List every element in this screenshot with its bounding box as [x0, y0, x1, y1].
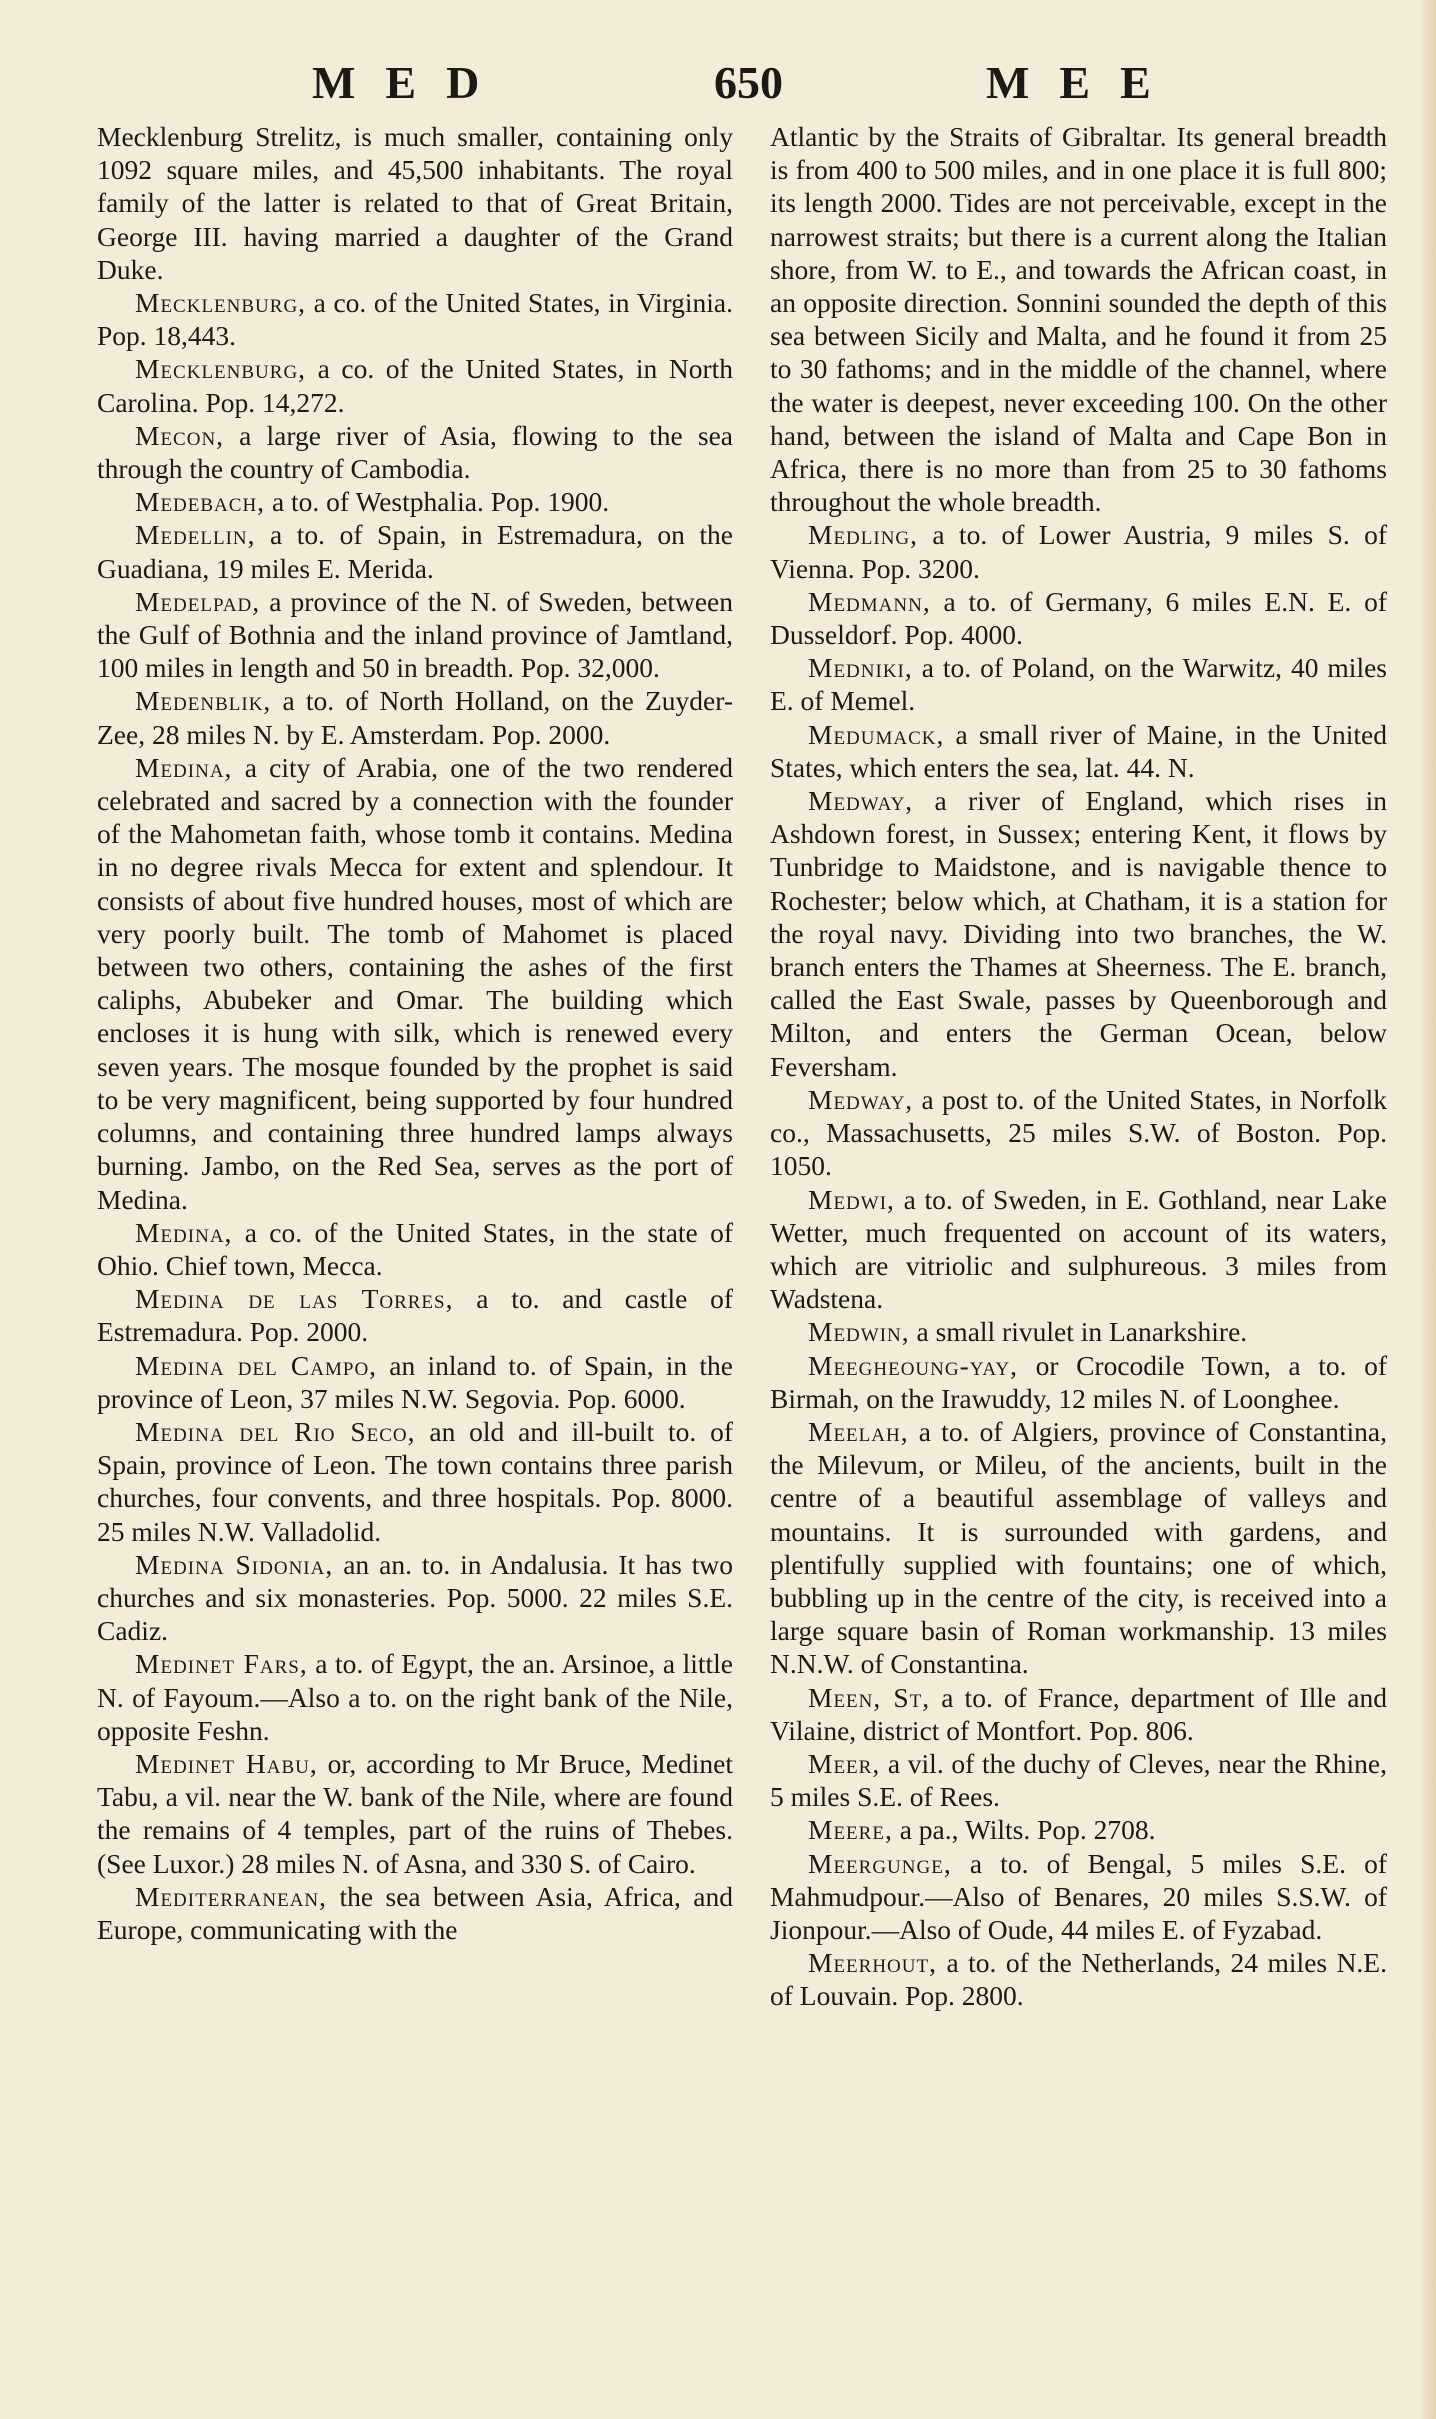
entry-headword: Medniki,: [808, 652, 913, 684]
entry-text: Atlantic by the Straits of Gibraltar. Its general breadth is from 400 to 500 miles, and in one place it is full 800; its length 2000. Tides are not perceivable, except in the narrowest straits; but there is a current along the Italian shore, from W. to E., and towards the African coast, in an opposite direction. Sonnini sounded the depth of this sea between Sicily and Malta, and he found it from 25 to 30 fathoms; and in the middle of the channel, where the water is deepest, never exceeding 100. On the other hand, between the island of Malta and Cape Bon in Africa, there is no more than from 25 to 30 fathoms throughout the whole breadth.: [770, 121, 1387, 518]
entry-headword: Medling,: [808, 519, 919, 551]
entry-text: a large river of Asia, flowing to the sea through the country of Cambodia.: [97, 419, 733, 485]
entry-headword: Medmann,: [808, 585, 931, 617]
entry-text: a to. of France, department of Ille and Vilaine, district of Montfort. Pop. 806.: [770, 1681, 1387, 1746]
entry-text: a to. of Egypt, the an. Arsinoe, a little N. of Fayoum.—Also a to. on the right bank of the Nile, opposite Feshn.: [97, 1648, 734, 1746]
entry-headword: Medenblik,: [135, 685, 272, 717]
gazetteer-entry: [97, 352, 733, 418]
entry-headword: Mecon,: [135, 419, 225, 451]
entry-text: a to. of Westphalia. Pop. 1900.: [265, 486, 610, 518]
entry-text: an inland to. of Spain, in the province of Leon, 37 miles N.W. Segovia. Pop. 6000.: [97, 1349, 733, 1414]
entry-headword: Medway,: [808, 785, 914, 817]
entry-text: or, according to Mr Bruce, Medinet Tabu, a vil. near the W. bank of the Nile, where are found the remains of 4 temples, part of the ruins of Thebes. (See Luxor.) 28 miles N. of Asna, and 330 S. of Cairo.: [97, 1747, 734, 1879]
entry-headword: Medellin,: [135, 519, 256, 551]
entry-headword: Medway,: [808, 1083, 914, 1115]
gazetteer-entry: [770, 1349, 1387, 1415]
gazetteer-entry: [97, 485, 733, 518]
gazetteer-entry: [97, 1349, 733, 1415]
gazetteer-entry: [97, 1415, 733, 1548]
gazetteer-entry: [97, 1747, 733, 1880]
entry-headword: Meegheoung-yay,: [808, 1349, 1018, 1381]
right-column: [770, 120, 1387, 2013]
entry-text: a province of the N. of Sweden, between the Gulf of Bothnia and the inland province of Jamtland, 100 miles in length and 50 in breadth. Pop. 32,000.: [97, 585, 733, 684]
entry-text: a to. of the Netherlands, 24 miles N.E. of Louvain. Pop. 2800.: [770, 1947, 1387, 2012]
entry-text: a pa., Wilts. Pop. 2708.: [892, 1814, 1156, 1846]
entry-text: a to. of Sweden, in E. Gothland, near Lake Wetter, much frequented on account of its waters, which are vitriolic and sulphureous. 3 miles from Wadstena.: [770, 1183, 1387, 1315]
entry-text: a to. and castle of Estremadura. Pop. 2000.: [97, 1283, 733, 1348]
entry-headword: Medina del Campo,: [135, 1349, 378, 1381]
header-right-guide: MEE: [986, 57, 1181, 108]
entry-text: a city of Arabia, one of the two rendered celebrated and sacred by a connection with the founder of the Mahometan faith, whose tomb it contains. Medina in no degree rivals Mecca for extent and splendour. It consists of about five hundred houses, most of which are very poorly built. The tomb of Mahomet is placed between two others, containing the ashes of the first caliphs, Abubeker and Omar. The building which encloses it is hung with silk, which is renewed every seven years. The mosque founded by the prophet is said to be very magnificent, being supported by four hundred columns, and containing three hundred lamps always burning. Jambo, on the Red Sea, serves as the port of Medina.: [97, 751, 733, 1215]
gazetteer-entry: [770, 518, 1387, 584]
gazetteer-entry: [97, 518, 733, 584]
gazetteer-entry: [770, 718, 1387, 784]
entry-headword: Meerhout,: [808, 1947, 937, 1979]
gazetteer-entry: [770, 1813, 1387, 1846]
page-number: 650: [714, 57, 783, 108]
gazetteer-entry: [97, 585, 733, 685]
gazetteer-entry: [97, 684, 733, 750]
entry-headword: Medina del Rio Seco,: [135, 1415, 416, 1447]
entry-headword: Meergunge,: [808, 1847, 952, 1879]
gazetteer-entry: [97, 1282, 733, 1348]
gazetteer-entry: [97, 419, 733, 485]
gazetteer-entry: [770, 1747, 1387, 1813]
entry-text: a to. of Spain, in Estremadura, on the Guadiana, 19 miles E. Merida.: [97, 519, 733, 584]
entry-text: a to. of Poland, on the Warwitz, 40 miles E. of Memel.: [770, 652, 1387, 717]
header-left-guide: MED: [312, 57, 510, 108]
gazetteer-entry: [770, 1183, 1387, 1316]
entry-headword: Medina,: [135, 1216, 233, 1248]
gazetteer-entry: [770, 1415, 1387, 1681]
entry-text: a to. of Lower Austria, 9 miles S. of Vienna. Pop. 3200.: [770, 519, 1387, 584]
entry-text: a co. of the United States, in Virginia. Pop. 18,443.: [97, 287, 733, 352]
entry-headword: Medinet Habu,: [135, 1747, 318, 1779]
entry-text: an old and ill-built to. of Spain, province of Leon. The town contains three parish churches, four convents, and three hospitals. Pop. 8000. 25 miles N.W. Valladolid.: [97, 1415, 733, 1547]
entry-text: a vil. of the duchy of Cleves, near the Rhine, 5 miles S.E. of Rees.: [770, 1747, 1387, 1813]
entry-headword: Meere,: [808, 1814, 893, 1846]
entry-headword: Medwi,: [808, 1183, 895, 1215]
entry-headword: Medinet Fars,: [135, 1648, 308, 1680]
entry-headword: Medina Sidonia,: [135, 1548, 334, 1580]
gazetteer-entry: [97, 120, 733, 286]
entry-text: a co. of the United States, in the state of Ohio. Chief town, Mecca.: [97, 1216, 733, 1281]
entry-headword: Medebach,: [135, 486, 266, 518]
gazetteer-entry: [770, 784, 1387, 1083]
page-header: [0, 56, 1436, 116]
entry-headword: Medwin,: [808, 1316, 910, 1348]
gazetteer-entry: [97, 286, 733, 352]
entry-text: a small rivulet in Lanarkshire.: [909, 1316, 1248, 1348]
gazetteer-entry: [97, 1880, 733, 1946]
gazetteer-entry: [97, 751, 733, 1216]
entry-headword: Medelpad,: [135, 585, 261, 617]
entry-text: a to. of North Holland, on the Zuyder-Zee, 28 miles N. by E. Amsterdam. Pop. 2000.: [97, 685, 733, 750]
entry-headword: Meelah,: [808, 1415, 909, 1447]
gazetteer-entry: [770, 585, 1387, 651]
entry-headword: Mecklenburg,: [135, 353, 307, 385]
entry-headword: Medina,: [135, 751, 233, 783]
entry-headword: Medina de las Torres,: [135, 1283, 454, 1315]
entry-text: a river of England, which rises in Ashdown forest, in Sussex; entering Kent, it flows by Tunbridge to Maidstone, and is navigable thence to Rochester; below which, at Chatham, it is a station for the royal navy. Dividing into two branches, the W. branch enters the Thames at Sheerness. The E. branch, called the East Swale, passes by Queenborough and Milton, and enters the German Ocean, below Feversham.: [770, 785, 1387, 1082]
entry-headword: Mediterranean,: [135, 1880, 328, 1912]
gazetteer-entry: [770, 1946, 1387, 2012]
entry-text: a to. of Bengal, 5 miles S.E. of Mahmudpour.—Also of Benares, 20 miles S.S.W. of Jionpour.—Also of Oude, 44 miles E. of Fyzabad.: [770, 1847, 1387, 1945]
entry-headword: Mecklenburg,: [135, 287, 307, 319]
gazetteer-entry: [97, 1548, 733, 1648]
gazetteer-entry: [770, 651, 1387, 717]
entry-text: or Crocodile Town, a to. of Birmah, on the Irawuddy, 12 miles N. of Loonghee.: [770, 1349, 1387, 1414]
left-column: [97, 120, 733, 1946]
gazetteer-entry: [770, 1847, 1387, 1947]
gazetteer-entry: [770, 1315, 1387, 1348]
gazetteer-entry: [97, 1216, 733, 1282]
gazetteer-entry: [770, 1681, 1387, 1747]
entry-text: a to. of Algiers, province of Constantina, the Milevum, or Mileu, of the ancients, built in the centre of a beautiful assemblage of valleys and mountains. It is surrounded with gardens, and plentifully supplied with fountains; one of which, bubbling up in the centre of the city, is received into a large square basin of Roman workmanship. 13 miles N.N.W. of Constantina.: [770, 1415, 1387, 1680]
page-edge: [1422, 0, 1436, 2419]
entry-text: a co. of the United States, in North Carolina. Pop. 14,272.: [97, 353, 733, 418]
entry-text: a post to. of the United States, in Norfolk co., Massachusetts, 25 miles S.W. of Boston. Pop. 1050.: [770, 1083, 1387, 1182]
gazetteer-entry: [97, 1647, 733, 1747]
entry-text: the sea between Asia, Africa, and Europe, communicating with the: [97, 1880, 733, 1945]
gazetteer-entry: [770, 120, 1387, 518]
entry-text: a small river of Maine, in the United States, which enters the sea, lat. 44. N.: [770, 718, 1387, 783]
entry-headword: Medumack,: [808, 718, 945, 750]
entry-headword: Meen, St,: [808, 1681, 931, 1713]
entry-text: an an. to. in Andalusia. It has two churches and six monasteries. Pop. 5000. 22 miles S.E. Cadiz.: [97, 1548, 733, 1647]
entry-text: a to. of Germany, 6 miles E.N. E. of Dusseldorf. Pop. 4000.: [770, 585, 1387, 651]
entry-text: Mecklenburg Strelitz, is much smaller, containing only 1092 square miles, and 45,500 inhabitants. The royal family of the latter is related to that of Great Britain, George III. having married a daughter of the Grand Duke.: [97, 121, 733, 285]
entry-headword: Meer,: [808, 1747, 881, 1779]
gazetteer-entry: [770, 1083, 1387, 1183]
